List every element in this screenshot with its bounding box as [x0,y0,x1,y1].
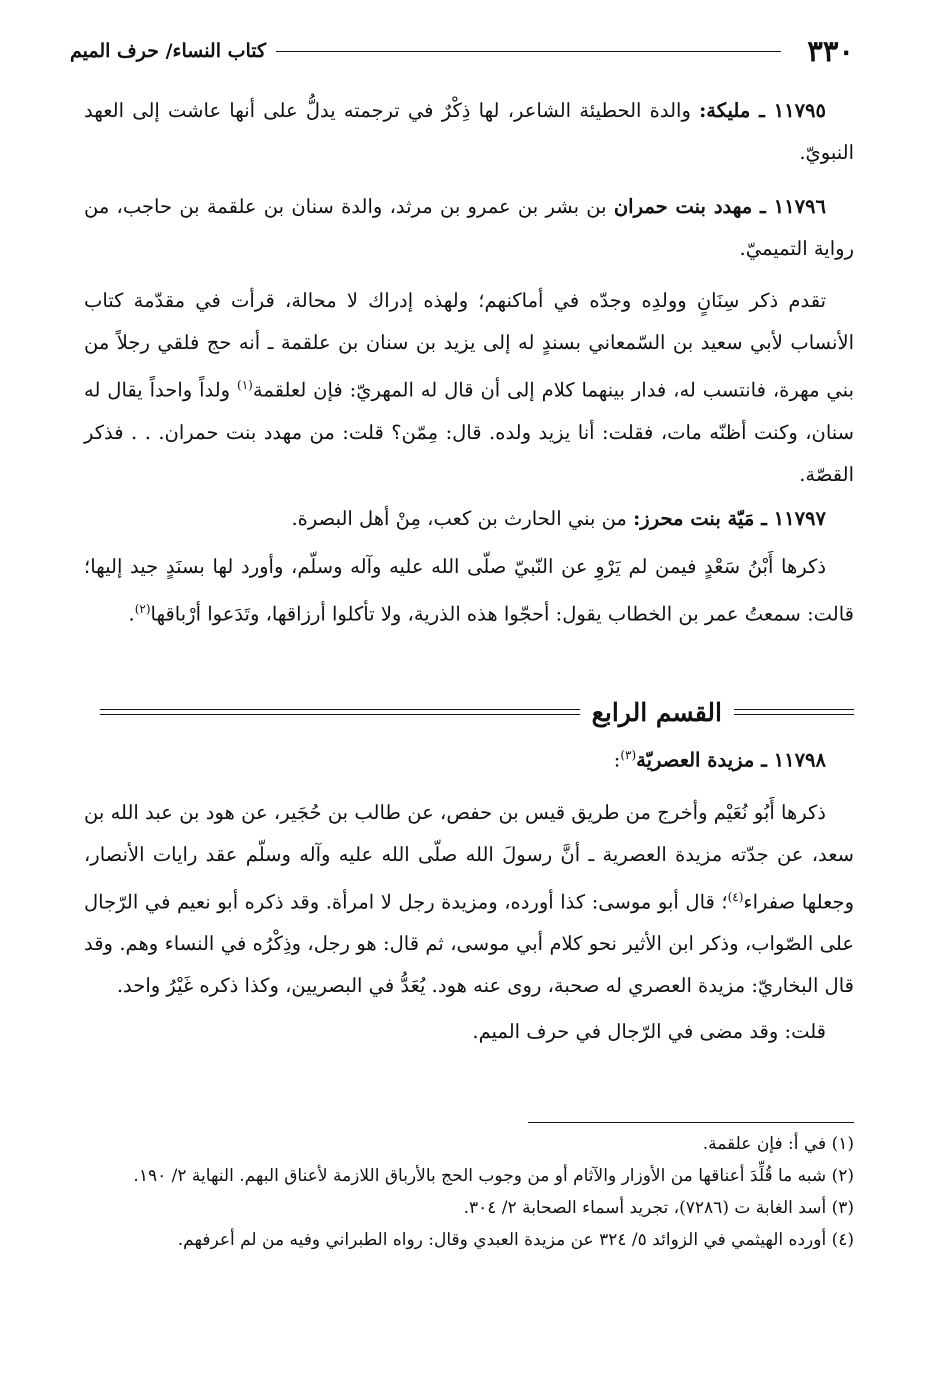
heading-colon: : [613,748,621,772]
footnote-ref: (١) [237,378,253,392]
running-title: كتاب النساء/ حرف الميم [70,40,267,62]
footnote-ref: (٤) [727,889,744,904]
footnote-4: (٤) أورده الهيثمي في الزوائد ٥/ ٣٢٤ عن مزيدة العبدي وقال: رواه الطبراني وفيه من لم أعرفهم. [177,1230,854,1250]
footnotes [100,1128,854,1256]
entry-11795 [84,90,854,174]
entry-paragraph: قلت: وقد مضى في الرّجال في حرف الميم. [472,1020,826,1043]
entry-paragraph-end: . [128,602,135,626]
entry-11797 [84,498,854,636]
entry-text: بن بشر بن عمرو بن مرثد، والدة سنان بن علقمة بن حاجب، من رواية التميميّ. [84,195,854,260]
entry-heading: ١١٧٩٧ ـ مَيّة بنت محرز: [633,507,826,530]
entry-11796 [84,186,854,496]
entry-paragraph-cont: ؛ قال أبو موسى: كذا أورده، ومزيدة رجل لا امرأة. وقد ذكره أبو نعيم في الرّجال على الصّواب، وذكر ابن الأثير نحو كلام أبي موسى، ثم قال: هو رجل، وذِكْرُه في النساء وهم. وقد قال البخاريّ: مزيدة العصري له صحبة، روى عنه هود. يُعَدُّ في البصريين، وكذا ذكره غَيْرُ واحد. [84,890,854,997]
entry-heading: ١١٧٩٥ ـ مليكة: [699,99,826,122]
entry-heading: ١١٧٩٦ ـ مهدد بنت حمران [613,195,826,218]
footnote-2: (٢) شبه ما قُلِّدَ أعناقها من الأوزار والآثام أو من وجوب الحج بالأرباق اللازمة لأعناق البهم. النهاية ٢/ ١٩٠. [133,1166,854,1186]
header-rule [276,51,781,52]
footnote-separator [528,1122,854,1123]
footnote-ref: (٣) [620,748,637,762]
entry-paragraph: ذكرها أَبُو نُعَيْم وأخرج من طريق قيس بن حفص، عن طالب بن حُجَير، عن هود بن عبد الله بن سعد، عن جدّته مزيدة العصرية ـ أنَّ رسولَ الله صلّى الله عليه وآله وسلّم عقد رايات الأنصار، وجعلها صفراء [84,800,855,913]
entry-heading: ١١٧٩٨ ـ مزيدة العصريّة [636,748,826,772]
footnote-3: (٣) أسد الغابة ت (٧٢٨٦)، تجريد أسماء الصحابة ٢/ ٣٠٤. [463,1198,854,1218]
section-divider [100,690,854,734]
entry-text: من بني الحارث بن كعب، مِنْ أهل البصرة. [291,507,627,530]
footnote-1: (١) في أ: فإن علقمة. [702,1134,854,1154]
page-header [70,30,854,72]
section-title: القسم الرابع [591,697,722,727]
entry-11798 [84,734,854,1053]
entry-paragraph: تقدم ذكر سِنَانٍ وولدِه وجدّه في أماكنهم؛ ولهذه إدراك لا محالة، قرأت في مقدّمة كتاب الأنساب لأبي سعيد بن السّمعاني بسندٍ له إلى يزيد بن سنان بن علقمة ـ أنه حج فلقي رجلاً من بني مهرة، فانتسب له، فدار بينهما كلام إلى أن قال له المهريّ: فإن لعلقمة [84,289,854,402]
page-number: ٣٣٠ [807,34,854,68]
section-rule-left [100,709,580,715]
entry-paragraph: ذكرها أَبْنُ سَعْدٍ فيمن لم يَرْوِ عن النّبيّ صلّى الله عليه وآله وسلّم، وأورد لها بسنَدٍ جيد إليها؛ قالت: سمعتُ عمر بن الخطاب يقول: أحجّوا هذه الذرية، ولا تأكلوا أرزاقها، وتَدَعوا أرْباقها [84,555,854,626]
section-rule-right [734,709,854,715]
footnote-ref: (٢) [134,602,151,616]
entry-paragraph-cont: ولداً واحداً يقال له سنان، وكنت أظنّه مات، فقلت: أنا يزيد ولده. قال: مِمّن؟ قلت: من مهدد بنت حمران. . . فذكر القصّة. [84,378,854,486]
entry-text: والدة الحطيئة الشاعر، لها ذِكْرٌ في ترجمته يدلُّ على أنها عاشت إلى العهد النبويّ. [84,99,854,164]
